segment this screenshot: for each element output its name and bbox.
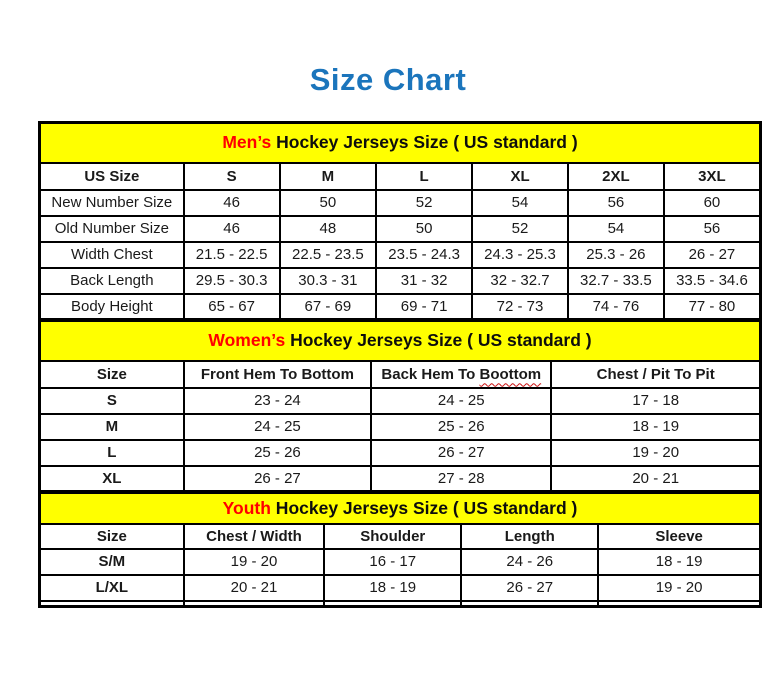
value-cell: 67 - 69 [280,294,377,320]
value-cell: 32.7 - 33.5 [568,268,664,294]
table-row [40,216,761,242]
mens-size-table [38,121,762,321]
table-row [40,549,761,575]
row-label-cell: M [40,414,184,440]
column-header-cell [376,163,472,190]
table-row [40,242,761,268]
value-cell: 52 [472,216,568,242]
value-cell: 54 [568,216,664,242]
column-header-cell [184,361,371,388]
spacer-cell [40,601,184,607]
value-cell: 33.5 - 34.6 [664,268,761,294]
column-header-cell [40,163,184,190]
value-cell: 46 [184,216,280,242]
column-header-label: Size [96,527,127,545]
value-cell: 19 - 20 [184,549,325,575]
table-row [40,466,761,492]
value-cell: 25 - 26 [184,440,371,466]
spacer-cell [598,601,760,607]
row-label-cell: Body Height [40,294,184,320]
column-header-cell [40,524,184,549]
section-banner-row [40,493,761,524]
banner-rest-text: Hockey Jerseys Size ( US standard ) [270,497,578,518]
womens-size-table [38,319,762,493]
section-banner [40,493,761,524]
value-cell: 72 - 73 [472,294,568,320]
column-header-cell [184,524,325,549]
row-label-cell: L [40,440,184,466]
value-cell: 16 - 17 [324,549,461,575]
value-cell: 31 - 32 [376,268,472,294]
row-label-cell: L/XL [40,575,184,601]
column-header-label: L [419,167,429,185]
section-banner-row [40,123,761,163]
value-cell: 56 [568,190,664,216]
value-cell: 26 - 27 [461,575,598,601]
column-header-label: Sleeve [655,527,703,545]
value-cell: 52 [376,190,472,216]
column-header-cell [184,163,280,190]
section-banner [40,123,761,163]
value-cell: 60 [664,190,761,216]
value-cell: 26 - 27 [371,440,551,466]
value-cell: 18 - 19 [598,549,760,575]
value-cell: 25.3 - 26 [568,242,664,268]
value-cell: 54 [472,190,568,216]
value-cell: 26 - 27 [664,242,761,268]
column-header-label: Size [96,365,127,383]
column-header-label: Chest / Width [206,527,302,545]
value-cell: 19 - 20 [598,575,760,601]
value-cell: 25 - 26 [371,414,551,440]
value-cell: 22.5 - 23.5 [280,242,377,268]
row-label-cell: XL [40,466,184,492]
value-cell: 65 - 67 [184,294,280,320]
table-row [40,575,761,601]
column-header-label: M [321,167,335,185]
value-cell: 17 - 18 [551,388,760,414]
value-cell: 26 - 27 [184,466,371,492]
column-header-cell [461,524,598,549]
youth-size-table [38,491,762,608]
column-header-label: XL [510,167,530,185]
value-cell: 23.5 - 24.3 [376,242,472,268]
column-header-row [40,524,761,549]
column-header-cell [324,524,461,549]
value-cell: 21.5 - 22.5 [184,242,280,268]
column-header-cell [568,163,664,190]
section-banner-row [40,321,761,361]
column-header-cell [472,163,568,190]
column-header-label: US Size [84,167,140,185]
value-cell: 48 [280,216,377,242]
table-row [40,388,761,414]
row-label-cell: S [40,388,184,414]
misspelled-word: Boottom [479,365,542,383]
row-label-cell: Width Chest [40,242,184,268]
value-cell: 69 - 71 [376,294,472,320]
banner-highlight-text: Men’s [222,132,272,153]
banner-highlight-text: Youth [222,497,271,518]
table-row [40,414,761,440]
spacer-cell [461,601,598,607]
column-header-label: Front Hem To Bottom [200,365,354,383]
column-header-row [40,163,761,190]
column-header-cell [371,361,551,388]
value-cell: 46 [184,190,280,216]
value-cell: 27 - 28 [371,466,551,492]
column-header-cell [40,361,184,388]
value-cell: 50 [376,216,472,242]
row-label-cell: Back Length [40,268,184,294]
value-cell: 74 - 76 [568,294,664,320]
spacer-cell [184,601,325,607]
table-row [40,440,761,466]
table-row [40,190,761,216]
table-spacer-row [40,601,761,607]
row-label-cell: S/M [40,549,184,575]
value-cell: 29.5 - 30.3 [184,268,280,294]
column-header-label: Chest / Pit To Pit [596,365,715,383]
banner-rest-text: Hockey Jerseys Size ( US standard ) [285,330,592,351]
column-header-label: S [226,167,237,185]
value-cell: 32 - 32.7 [472,268,568,294]
value-cell: 24.3 - 25.3 [472,242,568,268]
column-header-label: Back Hem To [381,365,480,383]
table-row [40,268,761,294]
value-cell: 24 - 25 [184,414,371,440]
value-cell: 19 - 20 [551,440,760,466]
section-banner [40,321,761,361]
value-cell: 20 - 21 [551,466,760,492]
row-label-cell: New Number Size [40,190,184,216]
column-header-row [40,361,761,388]
value-cell: 56 [664,216,761,242]
value-cell: 24 - 26 [461,549,598,575]
column-header-label: Length [504,527,555,545]
row-label-cell: Old Number Size [40,216,184,242]
size-chart-title: Size Chart [309,62,467,97]
column-header-label: 3XL [698,167,726,185]
column-header-cell [598,524,760,549]
column-header-label: Shoulder [360,527,426,545]
value-cell: 50 [280,190,377,216]
value-cell: 18 - 19 [551,414,760,440]
column-header-cell [551,361,760,388]
size-tables [38,121,762,608]
column-header-cell [664,163,761,190]
value-cell: 30.3 - 31 [280,268,377,294]
value-cell: 23 - 24 [184,388,371,414]
banner-rest-text: Hockey Jerseys Size ( US standard ) [271,132,578,153]
value-cell: 20 - 21 [184,575,325,601]
table-row [40,294,761,320]
value-cell: 18 - 19 [324,575,461,601]
spacer-cell [324,601,461,607]
column-header-label: 2XL [602,167,630,185]
banner-highlight-text: Women’s [208,330,286,351]
value-cell: 24 - 25 [371,388,551,414]
column-header-cell [280,163,377,190]
value-cell: 77 - 80 [664,294,761,320]
